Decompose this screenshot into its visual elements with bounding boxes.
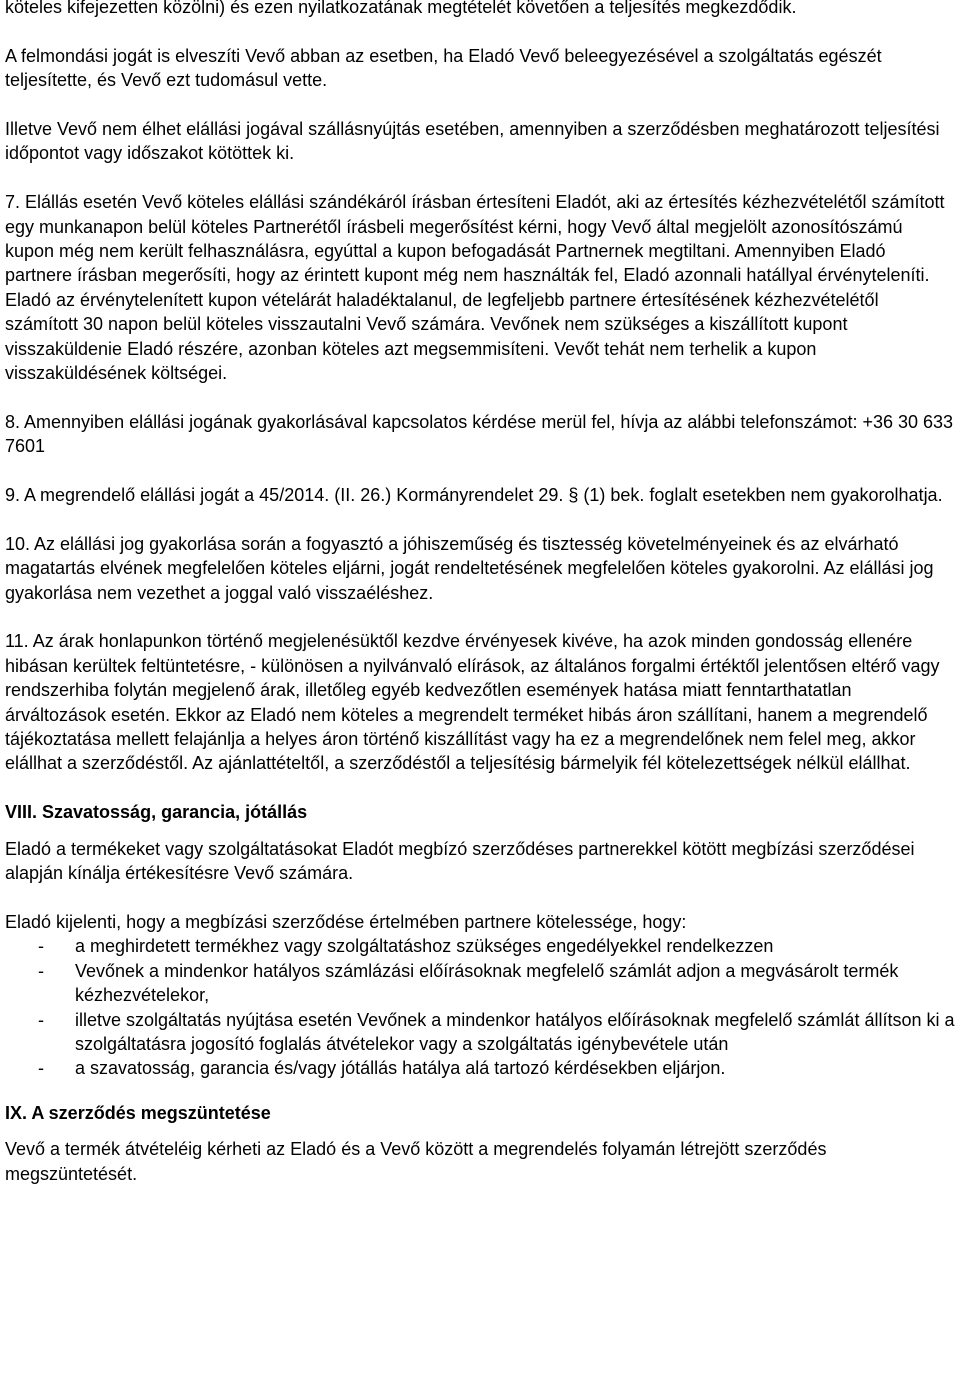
- obligations-list: [5, 934, 955, 1080]
- dash-bullet: -: [38, 960, 44, 981]
- paragraph-8: 8. Amennyiben elállási jogának gyakorlásával kapcsolatos kérdése merül fel, hívja az alábbi telefonszámot: +36 30 633 7601: [5, 411, 954, 457]
- list-item: [5, 934, 955, 958]
- paragraph-10: 10. Az elállási jog gyakorlása során a fogyasztó a jóhiszeműség és tisztesség követelményeinek és az elvárható magatartás elvének megfelelően köteles eljárni, jogát rendeltetésének megfelelően köteles gyakorolni. Az elállási jog gyakorlása nem vezethet a joggal való visszaéléshez.: [5, 533, 934, 603]
- list-item-text: illetve szolgáltatás nyújtása esetén Vevőnek a mindenkor hatályos előírásoknak megfelelő számlát állítson ki a szolgáltatásra jogosító foglalás átvételekor vagy a szolgáltatás igénybevétele után: [75, 1009, 955, 1054]
- paragraph-7: 7. Elállás esetén Vevő köteles elállási szándékáról írásban értesíteni Eladót, aki az értesítés kézhezvételétől számított egy munkanapon belül köteles Partnerétől írásbeli megerősítést kérni, hogy Vevő által megjelölt azonosítószámú kupon még nem került felhasználásra, egyúttal a kupon befogadását Partnernek megtiltani. Amennyiben Eladó partnere írásban megerősíti, hogy az érintett kupont még nem használták fel, Eladó azonnali hatállyal érvényteleníti. Eladó az érvénytelenített kupon vételárát haladéktalanul, de legfeljebb partnere értesítésének kézhezvételétől számított 30 napon belül köteles visszautalni Vevő számára. Vevőnek nem szükséges a kiszállított kupont visszaküldenie Eladó részére, azonban köteles azt megsemmisíteni. Vevőt tehát nem terhelik a kupon visszaküldésének költségei.: [5, 192, 945, 384]
- list-item: [5, 1056, 955, 1080]
- section-ix-heading: IX. A szerződés megszüntetése: [5, 1102, 271, 1123]
- section-viii-intro: Eladó a termékeket vagy szolgáltatásokat Eladót megbízó szerződéses partnerekkel kötött megbízási szerződései alapján kínálja értékesítésre Vevő számára.: [5, 838, 915, 884]
- dash-bullet: -: [38, 1009, 44, 1030]
- dash-bullet: -: [38, 1058, 44, 1079]
- paragraph-accommodation: Illetve Vevő nem élhet elállási jogával szállásnyújtás esetében, amennyiben a szerződésben meghatározott teljesítési időpontot vagy időszakot kötöttek ki.: [5, 119, 940, 164]
- list-item: [5, 1008, 955, 1057]
- section-viii-declares: Eladó kijelenti, hogy a megbízási szerződése értelmében partnere kötelessége, hogy:: [5, 911, 687, 932]
- paragraph-11: 11. Az árak honlapunkon történő megjelenésüktől kezdve érvényesek kivéve, ha azok minden gondosság ellenére hibásan kerültek feltüntetésre, - különösen a nyilvánvaló elírások, az általános forgalmi értéktől jelentősen eltérő vagy rendszerhiba folytán megjelenő árak, illetőleg egyéb kedvezőtlen események hatása miatt fenntarthatatlan árváltozások esetén. Ekkor az Eladó nem köteles a megrendelt terméket hibás áron szállítani, hanem a megrendelő tájékoztatása mellett felajánlja a helyes áron történő kiszállítást vagy ha ez a megrendelőnek nem felel meg, akkor elállhat a szerződéstől. Az ajánlattételtől, a szerződéstől a teljesítésig bármelyik fél kötelezettségek nélkül elállhat.: [5, 631, 940, 774]
- list-item: [5, 959, 955, 1008]
- paragraph-lost-right: A felmondási jogát is elveszíti Vevő abban az esetben, ha Eladó Vevő beleegyezésével a szolgáltatás egészét teljesítette, és Vevő ezt tudomásul vette.: [5, 45, 882, 91]
- paragraph-9: 9. A megrendelő elállási jogát a 45/2014. (II. 26.) Kormányrendelet 29. § (1) bek. foglalt esetekben nem gyakorolhatja.: [5, 485, 943, 506]
- section-viii-heading: VIII. Szavatosság, garancia, jótállás: [5, 802, 308, 823]
- document-page: [5, 0, 955, 1210]
- dash-bullet: -: [38, 936, 44, 957]
- list-item-text: a meghirdetett termékhez vagy szolgáltatáshoz szükséges engedélyekkel rendelkezzen: [75, 936, 774, 957]
- paragraph-intro: köteles kifejezetten közölni) és ezen nyilatkozatának megtételét követően a teljesítés megkezdődik.: [5, 0, 797, 17]
- section-ix-intro: Vevő a termék átvételéig kérheti az Eladó és a Vevő között a megrendelés folyamán létrejött szerződés megszüntetését.: [5, 1139, 827, 1184]
- list-item-text: a szavatosság, garancia és/vagy jótállás hatálya alá tartozó kérdésekben eljárjon.: [75, 1058, 726, 1079]
- list-item-text: Vevőnek a mindenkor hatályos számlázási előírásoknak megfelelő számlát adjon a megvásárolt termék kézhezvételekor,: [75, 960, 899, 1006]
